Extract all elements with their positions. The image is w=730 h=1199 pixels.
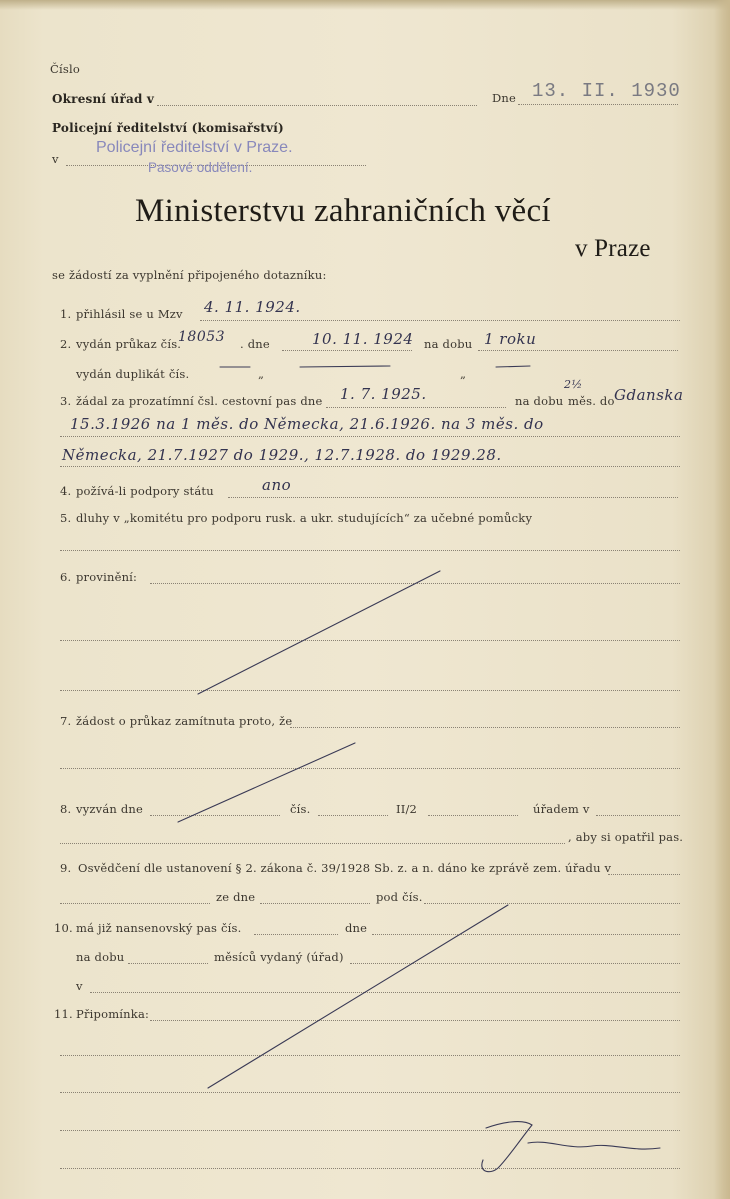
item3-label: žádal za prozatímní čsl. cestovní pas dne <box>76 394 323 408</box>
item2-dne: . dne <box>240 337 270 351</box>
signature <box>560 1152 604 1163</box>
item3-number: 3. <box>60 394 72 408</box>
item8-aby-si: , aby si opatřil pas. <box>568 830 684 844</box>
strike-item7-8 <box>178 743 355 822</box>
item2-label: vydán průkaz čís. <box>76 337 182 351</box>
item1-label: přihlásil se u Mzv <box>76 307 183 321</box>
intro-text: se žádostí za vyplnění připojeného dotazníku: <box>52 268 327 282</box>
signature-scribble <box>482 1122 660 1172</box>
item3-line2-handwriting: 15.3.1926 na 1 měs. do Německa, 21.6.1926. na 3 měs. do <box>70 415 544 433</box>
item2-date-handwriting: 10. 11. 1924 <box>312 330 414 348</box>
dash-2 <box>300 366 390 367</box>
police-stamp-line1: Policejní ředitelství v Praze. <box>96 139 293 156</box>
item8-uradem: úřadem v <box>533 802 590 816</box>
strike-item10-11 <box>208 905 508 1088</box>
item2-number: 2. <box>60 337 72 351</box>
item1-number: 1. <box>60 307 72 321</box>
item10-number: 10. <box>54 921 73 935</box>
police-stamp-line2: Pasové oddělení. <box>148 160 253 175</box>
item10-v: v <box>76 979 83 993</box>
item8-code: II/2 <box>396 802 418 816</box>
item3-fraction-handwriting: 2½ <box>564 378 583 391</box>
item4-handwriting: ano <box>262 476 292 494</box>
dne-label: Dne <box>492 91 517 105</box>
item1-handwriting: 4. 11. 1924. <box>204 298 301 316</box>
item3-destination-handwriting: Gdanska <box>614 386 684 404</box>
item2-number-handwriting: 18053 <box>178 329 226 345</box>
item10-mesicu: měsíců vydaný (úřad) <box>214 950 344 964</box>
item9-number: 9. <box>60 861 72 875</box>
item6-label: provinění: <box>76 570 138 584</box>
item10-dne: dne <box>345 921 368 935</box>
item2b-label: vydán duplikát čís. <box>76 367 190 381</box>
item3-mes-do: měs. do <box>568 394 615 408</box>
date-stamp: 13. II. 1930 <box>532 80 681 102</box>
item4-label: požívá-li podpory státu <box>76 484 214 498</box>
item6-number: 6. <box>60 570 72 584</box>
strike-item6 <box>198 571 440 694</box>
okresni-urad-label: Okresní úřad v <box>52 92 155 106</box>
item11-number: 11. <box>54 1007 73 1021</box>
item9-ze-dne: ze dne <box>216 890 256 904</box>
item5-label: dluhy v „komitétu pro podporu rusk. a ukr. studujících“ za učebné pomůcky <box>76 511 533 525</box>
cislo-label: Číslo <box>50 62 80 76</box>
dash-3 <box>496 366 530 367</box>
item3-na-dobu: na dobu <box>515 394 564 408</box>
item4-number: 4. <box>60 484 72 498</box>
item7-label: žádost o průkaz zamítnuta proto, že <box>76 714 293 728</box>
item2b-quote1: „ <box>258 367 265 381</box>
item10-label: má již nansenovský pas čís. <box>76 921 242 935</box>
item2-na-dobu: na dobu <box>424 337 473 351</box>
page-title: Ministerstvu zahraničních věcí <box>135 193 551 229</box>
item5-number: 5. <box>60 511 72 525</box>
v-label: v <box>52 152 59 166</box>
item2-doba-handwriting: 1 roku <box>484 330 537 348</box>
item9-pod-cis: pod čís. <box>376 890 423 904</box>
item11-label: Připomínka: <box>76 1007 150 1021</box>
item8-number: 8. <box>60 802 72 816</box>
item7-number: 7. <box>60 714 72 728</box>
item2b-quote2: „ <box>460 367 467 381</box>
title-city: v Praze <box>575 235 651 262</box>
item10-na-dobu: na dobu <box>76 950 125 964</box>
item8-label: vyzván dne <box>76 802 144 816</box>
item8-cis: čís. <box>290 802 311 816</box>
item3-line3-handwriting: Německa, 21.7.1927 do 1929., 12.7.1928. do 1929.28. <box>62 446 502 464</box>
item3-date-handwriting: 1. 7. 1925. <box>340 385 427 403</box>
policejni-label: Policejní ředitelství (komisařství) <box>52 121 284 135</box>
item9-label: Osvědčení dle ustanovení § 2. zákona č. 39/1928 Sb. z. a n. dáno ke zprávě zem. úřadu v <box>78 861 612 875</box>
